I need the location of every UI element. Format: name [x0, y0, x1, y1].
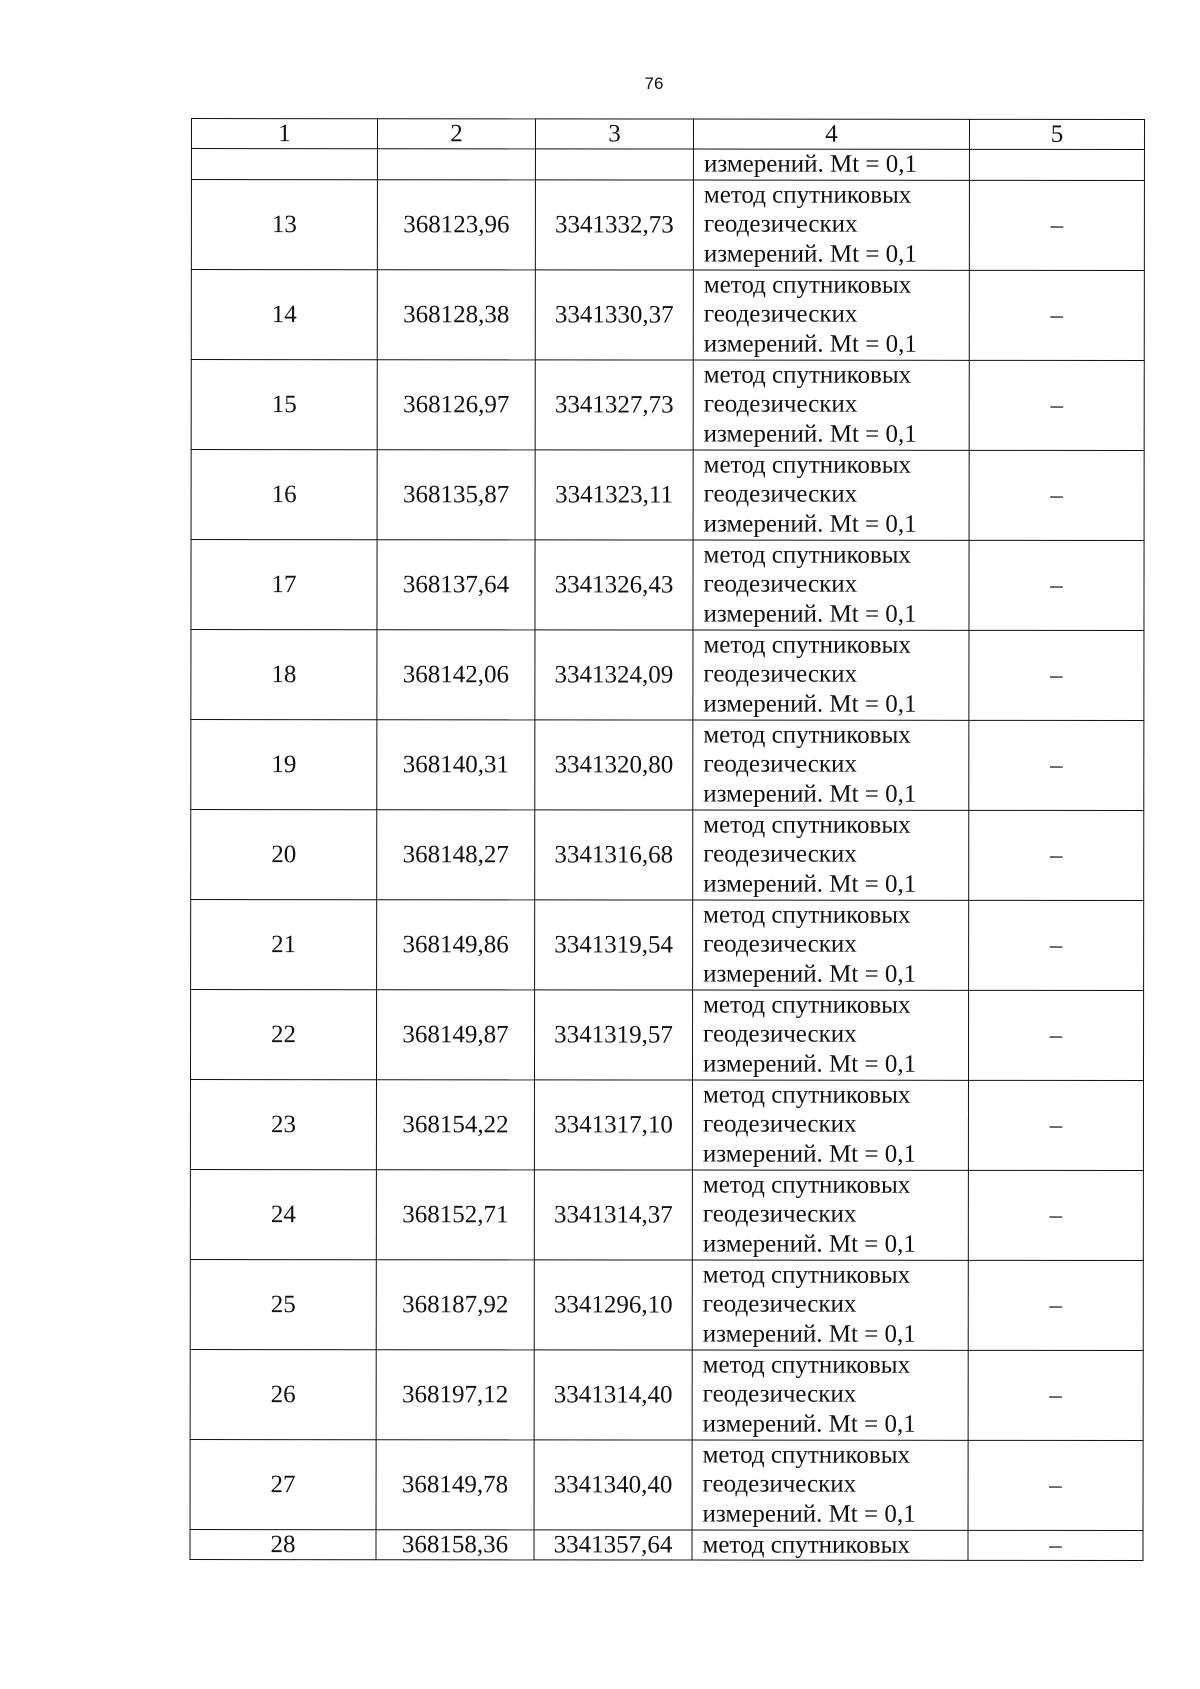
x-coordinate-cell: 368187,92 [376, 1259, 534, 1349]
method-cell: метод спутниковых геодезических измерений. Mt = 0,1 [693, 270, 969, 360]
y-coordinate-cell: 3341296,10 [534, 1259, 692, 1349]
x-coordinate-cell: 368128,38 [377, 269, 535, 359]
x-coordinate-cell: 368140,31 [377, 719, 535, 809]
x-coordinate-cell: 368158,36 [376, 1529, 534, 1560]
table-row [190, 989, 1143, 1080]
x-coordinate-cell: 368123,96 [377, 179, 535, 269]
point-number-cell: 28 [190, 1529, 376, 1560]
point-number-cell: 24 [190, 1169, 376, 1259]
column-header: 1 [191, 119, 377, 149]
description-cell: – [969, 900, 1144, 990]
y-coordinate-cell: 3341319,57 [534, 989, 692, 1079]
description-cell: – [969, 810, 1144, 900]
y-coordinate-cell: 3341330,37 [535, 269, 693, 359]
point-number-cell: 20 [191, 809, 377, 899]
point-number-cell [191, 149, 377, 180]
point-number-cell: 27 [190, 1439, 376, 1529]
table-row [191, 269, 1144, 360]
x-coordinate-cell: 368154,22 [376, 1079, 534, 1169]
x-coordinate-cell: 368149,78 [376, 1439, 534, 1529]
x-coordinate-cell [377, 149, 535, 180]
x-coordinate-cell: 368142,06 [377, 629, 535, 719]
y-coordinate-cell: 3341316,68 [535, 809, 693, 899]
table-row [191, 359, 1144, 450]
description-cell: – [969, 630, 1144, 720]
description-cell: – [968, 1530, 1143, 1561]
y-coordinate-cell: 3341314,40 [534, 1349, 692, 1439]
method-cell: метод спутниковых геодезических измерений. Mt = 0,1 [693, 900, 969, 990]
table-row [191, 539, 1144, 630]
x-coordinate-cell: 368137,64 [377, 539, 535, 629]
method-cell: измерений. Mt = 0,1 [693, 149, 969, 180]
method-cell: метод спутниковых геодезических измерений. Mt = 0,1 [692, 1260, 968, 1350]
point-number-cell: 17 [191, 539, 377, 629]
table-row [191, 899, 1144, 990]
x-coordinate-cell: 368149,87 [376, 989, 534, 1079]
method-cell: метод спутниковых геодезических измерений. Mt = 0,1 [693, 360, 969, 450]
coordinates-table [189, 118, 1145, 1561]
table-body [190, 119, 1145, 1561]
method-cell: метод спутниковых геодезических измерений. Mt = 0,1 [692, 1170, 968, 1260]
point-number-cell: 14 [191, 269, 377, 359]
description-cell: – [969, 270, 1144, 360]
y-coordinate-cell: 3341357,64 [534, 1529, 692, 1560]
point-number-cell: 26 [190, 1349, 376, 1439]
x-coordinate-cell: 368148,27 [377, 809, 535, 899]
method-cell: метод спутниковых [692, 1530, 968, 1561]
point-number-cell: 22 [190, 989, 376, 1079]
table-row [191, 449, 1144, 540]
point-number-cell: 21 [191, 899, 377, 989]
x-coordinate-cell: 368126,97 [377, 359, 535, 449]
method-cell: метод спутниковых геодезических измерений. Mt = 0,1 [692, 1080, 968, 1170]
point-number-cell: 15 [191, 359, 377, 449]
page-number: 76 [644, 74, 664, 93]
method-cell: метод спутниковых геодезических измерений. Mt = 0,1 [693, 180, 969, 270]
x-coordinate-cell: 368197,12 [376, 1349, 534, 1439]
description-cell: – [968, 1440, 1143, 1530]
table-row [190, 1169, 1143, 1260]
point-number-cell: 16 [191, 449, 377, 539]
y-coordinate-cell: 3341327,73 [535, 359, 693, 449]
table-row [191, 629, 1144, 720]
description-cell: – [969, 450, 1144, 540]
column-header: 3 [535, 119, 693, 149]
description-cell: – [968, 1350, 1143, 1440]
method-cell: метод спутниковых геодезических измерений. Mt = 0,1 [693, 540, 969, 630]
header-row [191, 119, 1144, 150]
description-cell: – [969, 180, 1144, 270]
method-cell: метод спутниковых геодезических измерений. Mt = 0,1 [692, 1440, 968, 1530]
description-cell: – [968, 1260, 1143, 1350]
method-cell: метод спутниковых геодезических измерений. Mt = 0,1 [693, 450, 969, 540]
y-coordinate-cell: 3341340,40 [534, 1439, 692, 1529]
method-cell: метод спутниковых геодезических измерений. Mt = 0,1 [693, 810, 969, 900]
point-number-cell: 18 [191, 629, 377, 719]
point-number-cell: 25 [190, 1259, 376, 1349]
y-coordinate-cell: 3341317,10 [534, 1079, 692, 1169]
table-row [191, 809, 1144, 900]
y-coordinate-cell: 3341326,43 [535, 539, 693, 629]
y-coordinate-cell: 3341314,37 [534, 1169, 692, 1259]
table-row [190, 1079, 1143, 1170]
method-cell: метод спутниковых геодезических измерений. Mt = 0,1 [692, 990, 968, 1080]
method-cell: метод спутниковых геодезических измерений. Mt = 0,1 [693, 630, 969, 720]
description-cell: – [969, 540, 1144, 630]
x-coordinate-cell: 368135,87 [377, 449, 535, 539]
continuation-row [191, 149, 1144, 180]
table-row-last [190, 1529, 1143, 1560]
table-row [190, 1349, 1143, 1440]
point-number-cell: 23 [190, 1079, 376, 1169]
column-header: 4 [693, 119, 969, 149]
method-cell: метод спутниковых геодезических измерений. Mt = 0,1 [693, 720, 969, 810]
y-coordinate-cell: 3341323,11 [535, 449, 693, 539]
table-row [190, 1259, 1143, 1350]
column-header: 5 [969, 119, 1144, 149]
table-row [191, 179, 1144, 270]
y-coordinate-cell: 3341320,80 [535, 719, 693, 809]
table-row [191, 719, 1144, 810]
point-number-cell: 13 [191, 179, 377, 269]
y-coordinate-cell: 3341332,73 [535, 179, 693, 269]
description-cell: – [968, 990, 1143, 1080]
description-cell [969, 149, 1144, 180]
y-coordinate-cell: 3341324,09 [535, 629, 693, 719]
description-cell: – [968, 1080, 1143, 1170]
method-cell: метод спутниковых геодезических измерений. Mt = 0,1 [692, 1350, 968, 1440]
x-coordinate-cell: 368152,71 [376, 1169, 534, 1259]
description-cell: – [968, 1170, 1143, 1260]
y-coordinate-cell [535, 149, 693, 180]
column-header: 2 [377, 119, 535, 149]
description-cell: – [969, 360, 1144, 450]
table-row [190, 1439, 1143, 1530]
y-coordinate-cell: 3341319,54 [535, 899, 693, 989]
x-coordinate-cell: 368149,86 [377, 899, 535, 989]
description-cell: – [969, 720, 1144, 810]
point-number-cell: 19 [191, 719, 377, 809]
